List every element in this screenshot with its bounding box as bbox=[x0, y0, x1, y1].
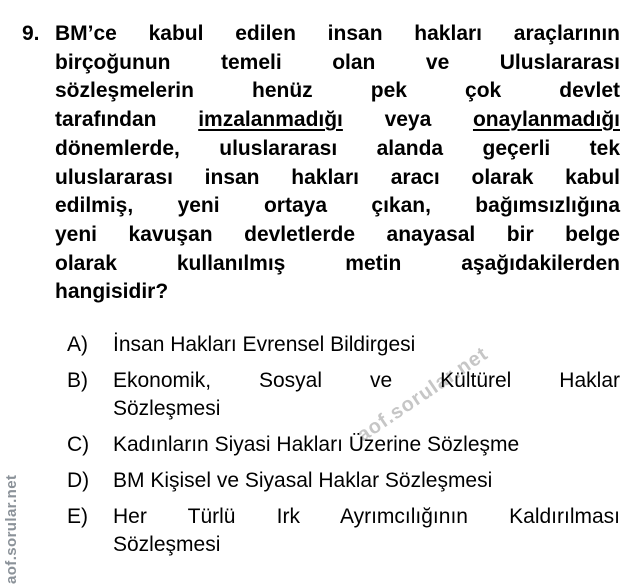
question-row bbox=[22, 20, 620, 307]
question-text-segment: olarak kullanılmış metin aşağıdakilerden bbox=[55, 251, 620, 275]
option-row[interactable] bbox=[67, 431, 620, 459]
question-number: 9. bbox=[22, 22, 40, 45]
question-text bbox=[55, 20, 620, 307]
question-line bbox=[55, 164, 620, 193]
option-text-line: İnsan Hakları Evrensel Bildirgesi bbox=[113, 333, 416, 357]
option-letter: A) bbox=[67, 333, 88, 357]
option-letter: E) bbox=[67, 505, 88, 529]
question-text-segment: birçoğunun temeli olan ve Uluslararası bbox=[55, 50, 620, 74]
question-line bbox=[55, 192, 620, 221]
option-text bbox=[113, 431, 620, 459]
option-text-line: Kadınların Siyasi Hakları Üzerine Sözleşme bbox=[113, 433, 520, 457]
question-text-segment: dönemlerde, uluslararası alanda geçerli tek bbox=[55, 136, 620, 160]
option-text-line: BM Kişisel ve Siyasal Haklar Sözleşmesi bbox=[113, 469, 493, 493]
options-list bbox=[67, 331, 620, 559]
watermark-vertical: aof.sorular.net bbox=[3, 474, 20, 584]
underlined-term: imzalanmadığı bbox=[198, 108, 343, 132]
question-text-segment: uluslararası insan hakları aracı olarak kabul bbox=[55, 165, 620, 189]
option-text bbox=[113, 367, 620, 423]
question-text-segment: veya bbox=[342, 108, 473, 132]
question-line bbox=[55, 77, 620, 106]
option-row[interactable] bbox=[67, 331, 620, 359]
underlined-term: onaylanmadığı bbox=[472, 108, 620, 132]
option-text-line: Sözleşmesi bbox=[113, 533, 221, 557]
option-text bbox=[113, 467, 620, 495]
question-text-segment: tarafından bbox=[55, 108, 199, 132]
option-letter: B) bbox=[67, 369, 88, 393]
option-row[interactable] bbox=[67, 467, 620, 495]
question-line bbox=[55, 250, 620, 279]
question-text-segment: edilmiş, yeni ortaya çıkan, bağımsızlığına bbox=[55, 194, 620, 218]
option-text bbox=[113, 331, 620, 359]
question-line bbox=[55, 106, 620, 135]
question-text-segment: yeni kavuşan devletlerde anayasal bir belge bbox=[55, 222, 620, 246]
question-line bbox=[55, 20, 620, 49]
option-text-line: Her Türlü Irk Ayrımcılığının Kaldırılması bbox=[113, 505, 620, 529]
question-line bbox=[55, 221, 620, 250]
option-letter: D) bbox=[67, 469, 90, 493]
watermark-diagonal: aof.sorular.net bbox=[353, 342, 493, 447]
question-text-segment: hangisidir? bbox=[55, 280, 169, 304]
option-row[interactable] bbox=[67, 367, 620, 423]
question-line bbox=[55, 49, 620, 78]
option-text bbox=[113, 503, 620, 559]
question-text-segment: BM’ce kabul edilen insan hakları araçlarının bbox=[55, 22, 620, 45]
option-row[interactable] bbox=[67, 503, 620, 559]
option-text-line: Sözleşmesi bbox=[113, 397, 221, 421]
question-line bbox=[55, 278, 620, 307]
question-line bbox=[55, 135, 620, 164]
option-letter: C) bbox=[67, 433, 90, 457]
question-text-segment: sözleşmelerin henüz pek çok devlet bbox=[55, 79, 620, 103]
option-text-line: Ekonomik, Sosyal ve Kültürel Haklar bbox=[113, 369, 620, 393]
